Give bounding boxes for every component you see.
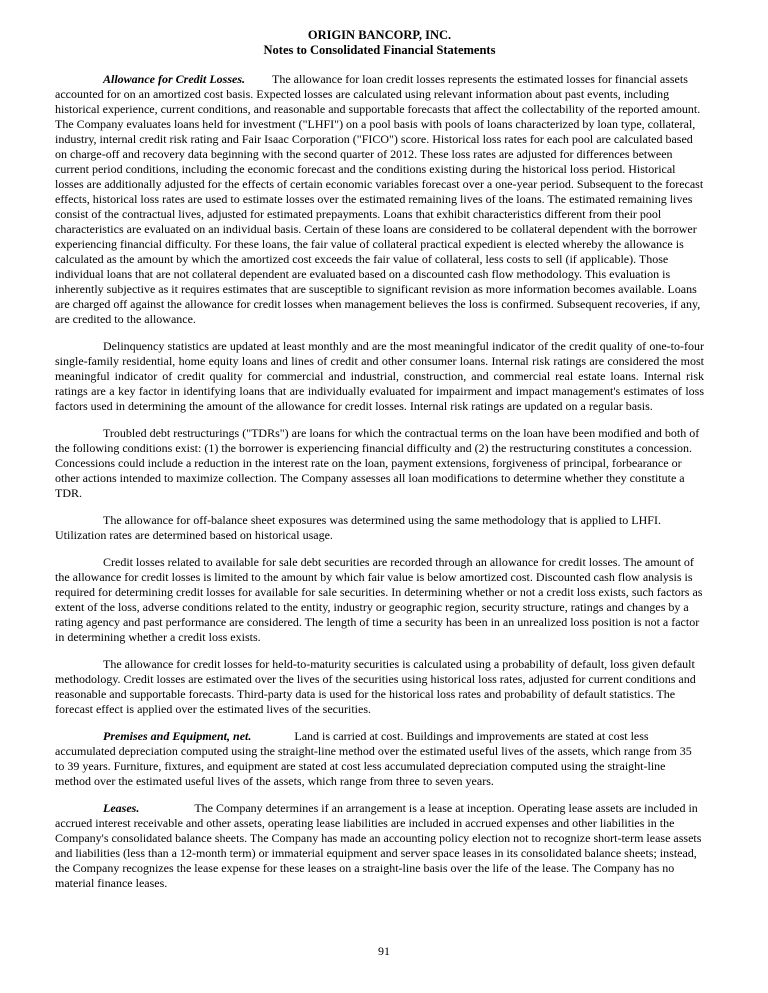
allowance-for-credit-losses-heading: Allowance for Credit Losses.: [103, 72, 246, 86]
paragraph-text: The allowance for loan credit losses represents the estimated losses for financial assets accounted for on an amortized cost basis. Expected losses are calculated using relevant information about past events, including historical experience, current conditions, and reasonable and supportable forecasts that affect the collectability of the reported amount. The Company evaluates loans held for investment ("LHFI") on a pool basis with pools of loans characterized by loan type, collateral, industry, internal credit risk rating and Fair Isaac Corporation ("FICO") score. Historical loss rates for each pool are calculated based on charge-off and recovery data beginning with the second quarter of 2012. These loss rates are adjusted for differences between current period conditions, including the economic forecast and the conditions existing during the historical loss period. Historical losses are additionally adjusted for the effects of certain economic variables forecast over a one-year period. Subsequent to the forecast effects, historical loss rates are used to estimate losses over the estimated remaining lives of the loans. The estimated remaining lives consist of the contractual lives, adjusted for estimated prepayments. Loans that exhibit characteristics different from their pool characteristics are evaluated on an individual basis. Certain of these loans are considered to be collateral dependent with the borrower experiencing financial difficulty. For these loans, the fair value of collateral practical expedient is elected whereby the allowance is calculated as the amount by which the amortized cost exceeds the fair value of collateral, less costs to sell (if applicable). Those individual loans that are not collateral dependent are evaluated based on a discounted cash flow methodology. This evaluation is inherently subjective as it requires estimates that are susceptible to significant revision as more information becomes available. Loans are charged off against the allowance for credit losses when management believes the loss is confirmed. Subsequent recoveries, if any, are credited to the allowance.: [55, 72, 704, 326]
paragraph-available-for-sale-credit-losses: [55, 555, 704, 645]
document-title: ORIGIN BANCORP, INC.: [307, 28, 452, 42]
paragraph-text: Credit losses related to available for sale debt securities are recorded through an allowance for credit losses. The amount of the allowance for credit losses is limited to the amount by which fair value is below amortized cost. Discounted cash flow analysis is required for determining credit losses for available for sale securities. In determining whether or not a credit loss exists, such factors as extent of the loss, adverse conditions related to the entity, industry or geographic region, security structure, ratings and changes by a rating agency and past performance are considered. The length of time a security has been in an unrealized loss position is not a factor in determining whether a credit loss exists.: [55, 555, 703, 644]
heading-tab-gap: [251, 739, 294, 740]
paragraph-held-to-maturity-credit-losses: [55, 657, 704, 717]
paragraph-premises-and-equipment: [55, 729, 704, 789]
paragraph-leases: [55, 801, 704, 891]
page-number: 91: [378, 944, 390, 958]
paragraph-text: Troubled debt restructurings ("TDRs") are loans for which the contractual terms on the loan have been modified and both of the following conditions exist: (1) the borrower is experiencing financial difficulty and (2) the restructuring constitutes a concession. Concessions could include a reduction in the interest rate on the loan, payment extensions, forgiveness of principal, forbearance or other actions intended to maximize collection. The Company assesses all loan modifications to determine whether they constitute a TDR.: [55, 426, 700, 500]
leases-heading: Leases.: [103, 801, 140, 815]
paragraph-off-balance-sheet-exposures: [55, 513, 704, 543]
page-footer: [0, 944, 768, 959]
paragraph-allowance-for-credit-losses: [55, 72, 704, 327]
paragraph-delinquency-statistics: [55, 339, 704, 414]
document-subtitle: Notes to Consolidated Financial Statements: [263, 43, 496, 57]
document-header: [55, 28, 704, 58]
paragraph-text: Delinquency statistics are updated at least monthly and are the most meaningful indicator of the credit quality of one-to-four single-family residential, home equity loans and lines of credit and other consumer loans. Internal risk ratings are considered the most meaningful indicator of credit quality for commercial and industrial, construction, and commercial real estate loans. Internal risk ratings are a key factor in identifying loans that are individually evaluated for impairment and impact management's estimates of loss factors used in determining the amount of the allowance for credit losses. Internal risk ratings are updated on a regular basis.: [55, 339, 704, 413]
paragraph-troubled-debt-restructurings: [55, 426, 704, 501]
heading-tab-gap: [139, 811, 194, 812]
heading-tab-gap: [245, 82, 272, 83]
paragraph-text: The Company determines if an arrangement is a lease at inception. Operating lease assets are included in accrued interest receivable and other assets, operating lease liabilities are included in accrued expenses and other liabilities in the Company's consolidated balance sheets. The Company has made an accounting policy election not to recognize short-term lease assets and liabilities (less than a 12-month term) or immaterial equipment and server space leases in its consolidated balance sheets; instead, the Company recognizes the lease expense for these leases on a straight-line basis over the life of the lease. The Company has no material finance leases.: [55, 801, 702, 890]
paragraph-text: Land is carried at cost. Buildings and improvements are stated at cost less accumulated depreciation computed using the straight-line method over the estimated useful lives of the assets, which range from 35 to 39 years. Furniture, fixtures, and equipment are stated at cost less accumulated depreciation computed using the straight-line method over the estimated useful lives of the assets, which range from three to seven years.: [55, 729, 692, 788]
premises-and-equipment-heading: Premises and Equipment, net.: [103, 729, 252, 743]
paragraph-text: The allowance for off-balance sheet exposures was determined using the same methodology that is applied to LHFI. Utilization rates are determined based on historical usage.: [55, 513, 661, 542]
paragraph-text: The allowance for credit losses for held-to-maturity securities is calculated using a probability of default, loss given default methodology. Credit losses are estimated over the lives of the securities using historical loss rates, adjusted for current conditions and reasonable and supportable forecasts. Third-party data is used for the historical loss rates and probability of default statistics. The forecast effect is applied over the estimated lives of the securities.: [55, 657, 696, 716]
